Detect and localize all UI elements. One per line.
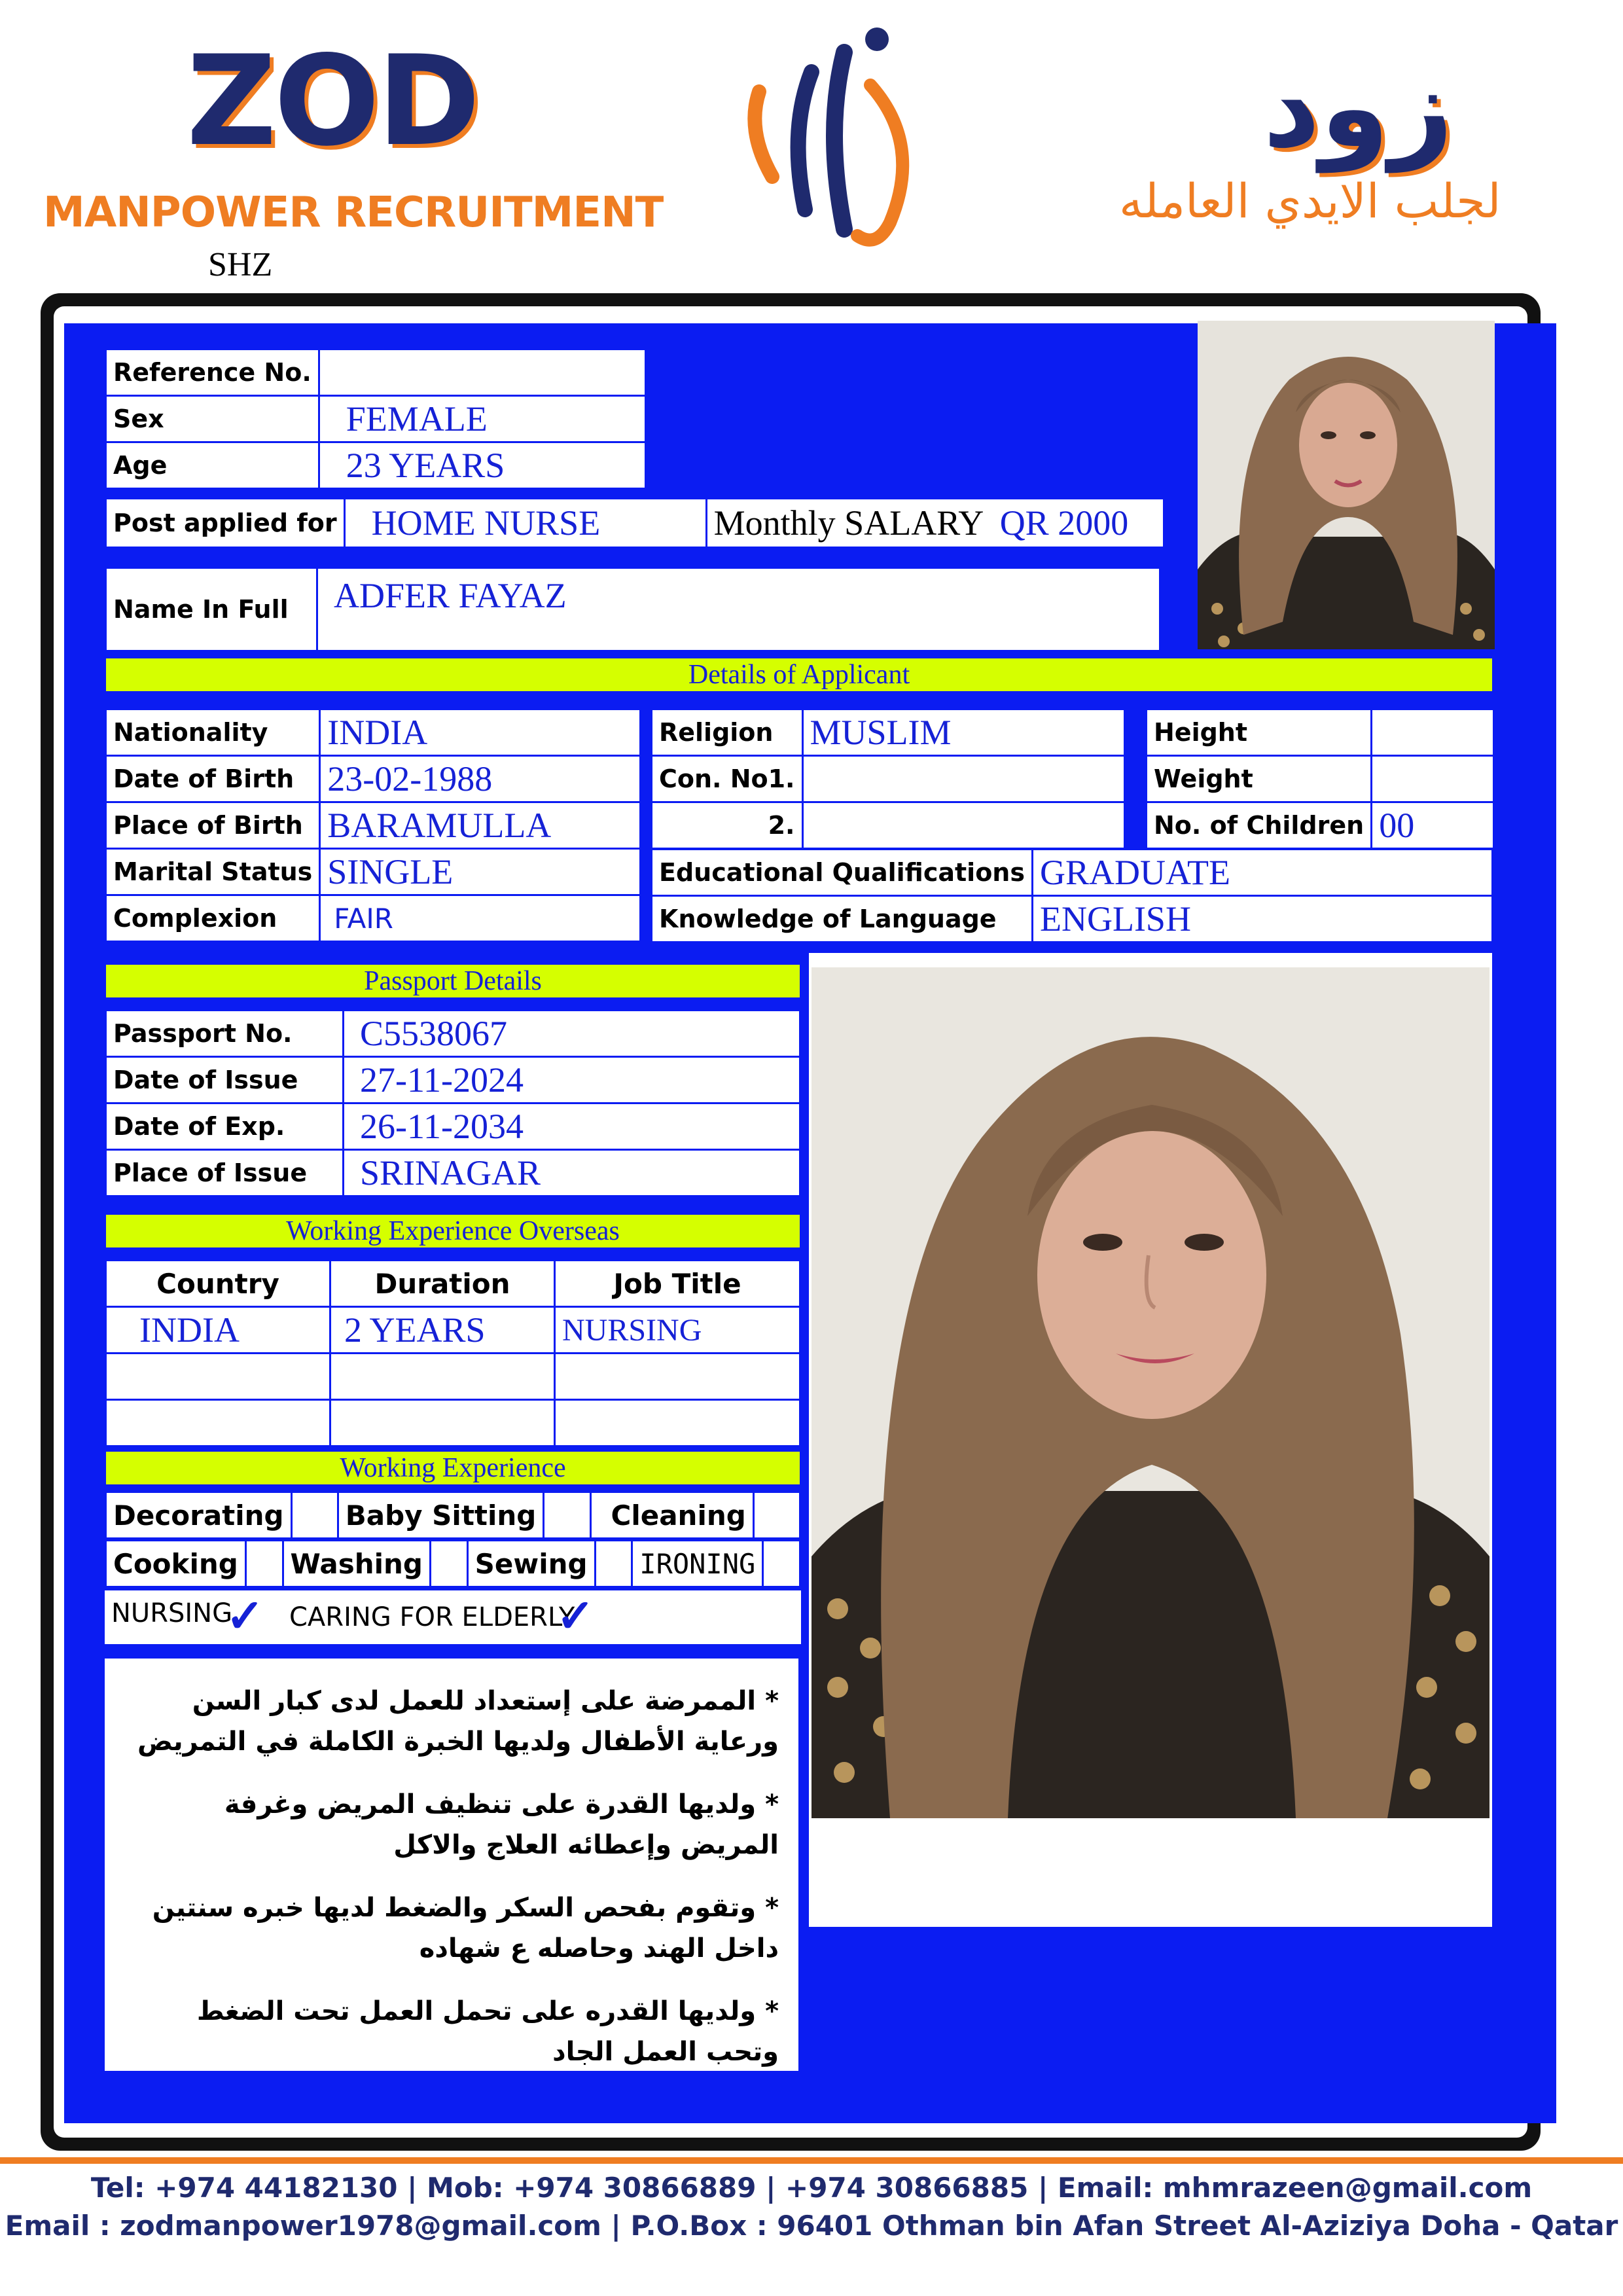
- passport-exp-value: 26-11-2034: [344, 1103, 800, 1150]
- note-item: * ولديها القدرة على تنظيف المريض وغرفة المريض وإعطائه العلاج والاكل: [224, 1789, 779, 1860]
- passport-no-value: C5538067: [344, 1011, 800, 1057]
- col-job: Job Title: [555, 1261, 800, 1307]
- skill-cleaning: Cleaning: [590, 1492, 753, 1539]
- physical-table: [1145, 708, 1495, 850]
- nationality-value: INDIA: [320, 709, 641, 756]
- brand-subtitle: MANPOWER RECRUITMENT: [43, 188, 664, 237]
- row-country: [106, 1354, 330, 1400]
- religion-value: MUSLIM: [802, 709, 1125, 756]
- pob-label: Place of Birth: [106, 802, 320, 849]
- education-label: Educational Qualifications: [652, 850, 1033, 896]
- dob-label: Date of Birth: [106, 756, 320, 802]
- complexion-value: FAIR: [320, 895, 641, 942]
- skill-cooking: Cooking: [106, 1541, 246, 1587]
- note-item: * وتقوم بفحص السكر والضغط لديها خبره سنتين داخل الهند وحاصله ع شهاده: [152, 1893, 779, 1964]
- passport-exp-label: Date of Exp.: [106, 1103, 344, 1150]
- skill-nursing: NURSING: [111, 1598, 233, 1628]
- skill-washing-check: [430, 1541, 467, 1587]
- weight-value: [1372, 756, 1494, 802]
- pob-value: BARAMULLA: [320, 802, 641, 849]
- overseas-title-bar: Working Experience Overseas: [106, 1215, 800, 1247]
- religion-label: Religion: [652, 709, 803, 756]
- col-duration: Duration: [330, 1261, 555, 1307]
- table-row: [106, 1400, 800, 1446]
- post-label: Post applied for: [106, 499, 345, 548]
- footer-contact-line-1: Tel: +974 44182130 | Mob: +974 30866889 | +974 30866885 | Email: mhmrazeen@gmail.com: [90, 2172, 1533, 2204]
- skill-cooking-check: [245, 1541, 283, 1587]
- check-icon: ✓: [556, 1590, 595, 1641]
- note-item: * ولديها القدره على تحمل العمل تحت الضغط وتحب العمل الجاد: [196, 1996, 779, 2067]
- footer-divider: [0, 2157, 1623, 2164]
- skill-decorating-check: [291, 1492, 338, 1539]
- note-item: * الممرضة على إستعداد للعمل لدى كبار السن ورعاية الأطفال ولديها الخبرة الكاملة في التمريض: [137, 1686, 779, 1757]
- col-country: Country: [106, 1261, 330, 1307]
- sex-label: Sex: [106, 396, 319, 442]
- row-duration: [330, 1400, 555, 1446]
- education-table: [651, 848, 1493, 943]
- passport-issue-label: Date of Issue: [106, 1057, 344, 1103]
- skill-ironing-check: [763, 1541, 800, 1587]
- height-label: Height: [1147, 709, 1372, 756]
- nationality-label: Nationality: [106, 709, 320, 756]
- brand-logo-text: ZOD: [187, 29, 478, 173]
- height-value: [1372, 709, 1494, 756]
- con2-value: [802, 802, 1125, 849]
- skill-decorating: Decorating: [106, 1492, 292, 1539]
- row-job: [555, 1354, 800, 1400]
- brand-emblem-icon: [733, 13, 942, 262]
- notes-box: [105, 1659, 798, 2071]
- passport-table: [105, 1009, 801, 1197]
- post-table: [105, 497, 1165, 548]
- branch-code: SHZ: [208, 246, 273, 283]
- row-country: INDIA: [106, 1307, 330, 1354]
- age-value: 23 YEARS: [319, 442, 645, 489]
- reference-value: [319, 350, 645, 396]
- con2-label: 2.: [652, 802, 803, 849]
- passport-title-bar: Passport Details: [106, 965, 800, 997]
- education-value: GRADUATE: [1032, 850, 1492, 896]
- marital-value: SINGLE: [320, 849, 641, 895]
- skill-sewing: Sewing: [467, 1541, 595, 1587]
- children-label: No. of Children: [1147, 802, 1372, 849]
- skill-cleaning-check: [753, 1492, 800, 1539]
- age-label: Age: [106, 442, 319, 489]
- skill-baby-sitting-check: [544, 1492, 590, 1539]
- details-title-bar: Details of Applicant: [106, 658, 1492, 691]
- name-label: Name In Full: [106, 568, 317, 651]
- row-job: NURSING: [555, 1307, 800, 1354]
- brand-logo-arabic: زود: [1263, 43, 1454, 173]
- row-country: [106, 1400, 330, 1446]
- passport-place-label: Place of Issue: [106, 1150, 344, 1196]
- reference-label: Reference No.: [106, 350, 319, 396]
- overseas-table: [105, 1259, 801, 1447]
- salary-label: Monthly SALARY: [713, 503, 984, 543]
- skill-washing: Washing: [283, 1541, 430, 1587]
- applicant-photo-large: [812, 967, 1489, 1818]
- row-duration: [330, 1354, 555, 1400]
- applicant-photo-small: [1198, 321, 1495, 649]
- footer-contact-line-2: Email : zodmanpower1978@gmail.com | P.O.Box : 96401 Othman bin Afan Street Al-Aziziya Doha - Qatar: [5, 2210, 1618, 2242]
- passport-issue-value: 27-11-2024: [344, 1057, 800, 1103]
- check-icon: ✓: [226, 1590, 264, 1641]
- complexion-label: Complexion: [106, 895, 320, 942]
- table-row: [106, 1354, 800, 1400]
- skill-sewing-check: [595, 1541, 632, 1587]
- skill-caring-elderly: CARING FOR ELDERLY: [289, 1602, 575, 1632]
- religion-table: [651, 708, 1126, 850]
- passport-no-label: Passport No.: [106, 1011, 344, 1057]
- experience-table: [105, 1491, 801, 1539]
- details-left-table: [105, 708, 641, 942]
- language-value: ENGLISH: [1032, 896, 1492, 942]
- post-value: HOME NURSE: [344, 499, 706, 548]
- con1-value: [802, 756, 1125, 802]
- row-job: [555, 1400, 800, 1446]
- dob-value: 23-02-1988: [320, 756, 641, 802]
- con1-label: Con. No1.: [652, 756, 803, 802]
- experience-title-bar: Working Experience: [106, 1452, 800, 1484]
- name-table: [105, 567, 1161, 652]
- sex-value: FEMALE: [319, 396, 645, 442]
- weight-label: Weight: [1147, 756, 1372, 802]
- children-value: 00: [1372, 802, 1494, 849]
- language-label: Knowledge of Language: [652, 896, 1033, 942]
- row-duration: 2 YEARS: [330, 1307, 555, 1354]
- name-value: ADFER FAYAZ: [317, 568, 1160, 651]
- skill-ironing: IRONING: [632, 1541, 763, 1587]
- identity-table: [105, 348, 647, 490]
- passport-place-value: SRINAGAR: [344, 1150, 800, 1196]
- table-row: [106, 1307, 800, 1354]
- brand-subtitle-arabic: لجلب الايدي العامله: [1119, 173, 1501, 228]
- skill-baby-sitting: Baby Sitting: [338, 1492, 544, 1539]
- salary-value: QR 2000: [999, 503, 1129, 543]
- special-skills-row: [105, 1590, 801, 1644]
- experience-table-2: [105, 1539, 801, 1588]
- marital-label: Marital Status: [106, 849, 320, 895]
